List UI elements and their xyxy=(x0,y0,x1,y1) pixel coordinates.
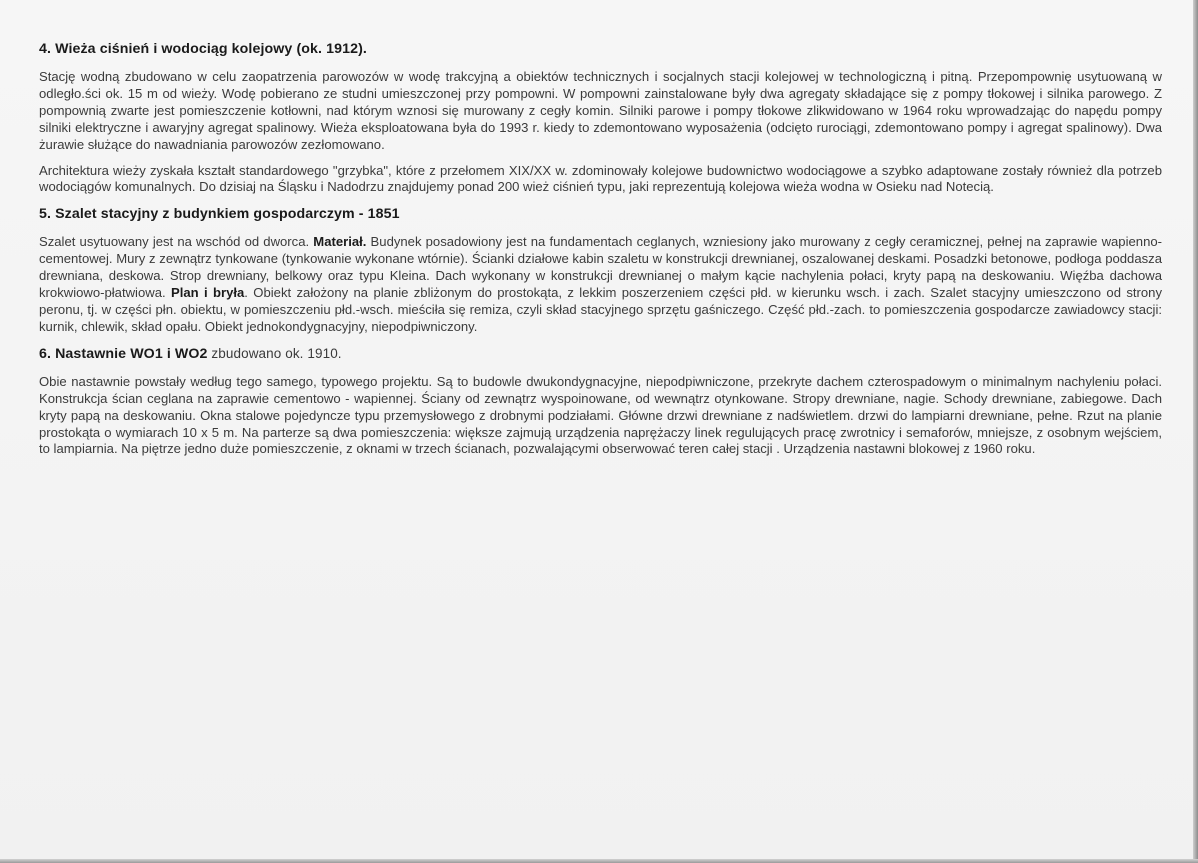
page-edge-bottom xyxy=(0,859,1198,863)
section-water-tower xyxy=(39,40,1162,196)
paragraph-text: . Obiekt założony na planie zbliżonym do prostokąta, z lekkim poszerzeniem części płd. w kierunku wsch. i zach. Szalet stacyjny umieszczono od strony peronu, tj. w części płn. obiektu, w pomieszczeniu płd.-wsch. mieściła się remiza, czyli skład stacyjnego sprzętu gaśniczego. Część płd.-zach. to pomieszczenia gospodarcze zawiadowcy stacji: kurnik, chlewik, skład opału. Obiekt jednokondygnacyjny, niepodpiwniczony. xyxy=(39,285,1162,334)
document-body xyxy=(39,40,1162,467)
paragraph-text: Szalet usytuowany jest na wschód od dworca. xyxy=(39,234,314,250)
section-paragraph: Stację wodną zbudowano w celu zaopatrzenia parowozów w wodę trakcyjną a obiektów technicznych i socjalnych stacji kolejowej w technologiczną i pitną. Przepompownię usytuowaną w odległo.ści ok. 15 m od wieży. Wodę pobierano ze studni umieszczonej przy pompowni. W pompowni zainstalowane były dwa agregaty składające się z pompy tłokowej i silnika parowego. Z pompownią zwarte jest pomieszczenie kotłowni, nad którym wznosi się murowany z cegły komin. Silniki parowe i pompy tłokowe zlikwidowano w 1964 roku wprowadzając do napędu pompy silniki elektryczne i awaryjny agregat spalinowy. Wieża eksploatowana była do 1993 r. kiedy to zdemontowano wyposażenia (odcięto rurociągi, zdemontowano pompy i agregat spalinowy). Dwa żurawie służące do nawadniania parowozów zezłomowano. xyxy=(39,69,1162,152)
page-edge-right xyxy=(1193,0,1198,863)
section-paragraph: Architektura wieży zyskała kształt standardowego "grzybka", które z przełomem XIX/XX w. zdominowały kolejowe budownictwo wodociągowe a szybko adaptowane zostały również dla potrzeb wodociągów komunalnych. Do dzisiaj na Śląsku i Nadodrzu znajdujemy ponad 200 wież ciśnień typu, jaki reprezentują kolejowa wieża wodna w Osieku nad Notecią. xyxy=(39,162,1162,195)
section-heading xyxy=(39,345,1162,363)
section-station-toilet xyxy=(39,205,1162,335)
section-signal-boxes xyxy=(39,345,1162,459)
paragraph-text: Budynek posadowiony jest na fundamentach ceglanych, wzniesiony jako murowany z cegły ceramicznej, pełnej na zaprawie wapienno-cementowej. Mury z zewnątrz tynkowane (tynkowanie wykonane wtórnie). Ścianki działowe kabin szaletu w konstrukcji drewnianej, oszalowanej deskami. Posadzki betonowe, podłoga poddasza drewniana, deskowa. Strop drewniany, belkowy oraz typu Kleina. Dach wykonany w konstrukcji drewnianej o małym kącie nachylenia połaci, kryty papą na deskowaniu. Więźba dachowa krokwiowo-płatwiowa. xyxy=(39,234,1162,301)
section-heading: 4. Wieża ciśnień i wodociąg kolejowy (ok. 1912). xyxy=(39,41,367,57)
section-heading: 5. Szalet stacyjny z budynkiem gospodarczym - 1851 xyxy=(39,206,400,223)
inline-bold-label: Materiał. xyxy=(313,234,367,250)
section-heading-suffix: zbudowano ok. 1910. xyxy=(207,345,342,361)
section-paragraph xyxy=(39,234,1162,335)
section-heading-title: 6. Nastawnie WO1 i WO2 xyxy=(39,345,208,362)
inline-bold-label: Plan i bryła xyxy=(170,285,245,301)
section-paragraph: Obie nastawnie powstały według tego samego, typowego projektu. Są to budowle dwukondygnacyjne, niepodpiwniczone, przekryte dachem czterospadowym o minimalnym nachyleniu połaci. Konstrukcja ścian ceglana na zaprawie cementowo - wapiennej. Ściany od zewnątrz wyspoinowane, od wewnątrz otynkowane. Stropy drewniane, nagie. Schody drewniane, zabiegowe. Dach kryty papą na deskowaniu. Okna stalowe pojedyncze typu przemysłowego z drobnymi podziałami. Główne drzwi drewniane z nadświetlem. drzwi do lampiarni drewniane, pełne. Rzut na planie prostokąta o wymiarach 10 x 5 m. Na parterze są dwa pomieszczenia: większe zajmują urządzenia naprężaczy linek regulujących pracę zwrotnicy i semaforów, mniejsze, z osobnym wejściem, to lampiarnia. Na piętrze jedno duże pomieszczenie, z oknami w trzech ścianach, pozwalającymi obserwować teren całej stacji . Urządzenia nastawni blokowej z 1960 roku. xyxy=(39,373,1162,457)
